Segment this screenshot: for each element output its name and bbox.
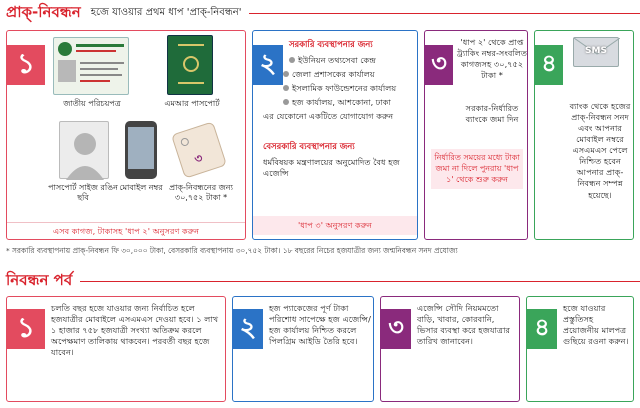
section2-title: নিবন্ধন পর্ব [6, 270, 73, 289]
step3-text: 'ধাপ ২' থেকে প্রাপ্ত ট্র্যাকিং নম্বর-সংবলিত কাগজসহ ৩০,৭৫২ টাকা * [457, 37, 528, 81]
reg-step2-text: হজ প্যাকেজের পূর্ণ টাকা পরিশোধ সাপেক্ষে হজ এজেন্সি/ হজ কার্যালয় নিশ্চিত করলে পিলগ্রিম আইডি তৈরি হবে। [269, 303, 371, 347]
sms-envelope-icon: SMS [573, 37, 619, 67]
govt-tail: এর যেকোনো একটিতে যোগাযোগ করুন [263, 111, 394, 121]
govt-heading: সরকারি ব্যবস্থাপনার জন্য [289, 39, 373, 49]
section2-divider [80, 281, 640, 282]
reg-step1-badge: ১ [7, 309, 45, 349]
private-text: ধর্মবিষয়ক মন্ত্রণালয়ের অনুমোদিত বৈধ হজ এজেন্সি [263, 157, 400, 179]
reg-step4-badge: ৪ [527, 309, 557, 349]
step4-badge: ৪ [535, 45, 563, 85]
section1-subtitle: হজে যাওয়ার প্রথম ধাপ 'প্রাক্-নিবন্ধন' [90, 6, 242, 18]
reg-step1-text: চলতি বছর হজে যাওয়ার জন্য নির্বাচিত হলে হজযাত্রীর মোবাইলে এসএমএস দেওয়া হবে। ১ লাখ ১ হাজার ৭৫৮ হজযাত্রী সংখ্যা অতিক্রম করলে অপেক্ষমাণ তালিকায় থাকবেন। পরবর্তী বছর হজে যাবেন। [51, 303, 219, 358]
private-heading: বেসরকারি ব্যবস্থাপনার জন্য [263, 141, 355, 151]
nid-label: জাতীয় পরিচয়পত্র [63, 99, 121, 108]
step3-text2: সরকার-নির্ধারিত ব্যাংকে জমা দিন [465, 103, 519, 125]
step1-footer: এসব কাগজ, টাকাসহ 'ধাপ ২' অনুসরণ করুন [7, 222, 245, 237]
payment-label: প্রাক্-নিবন্ধনের জন্য ৩০,৭৫২ টাকা * [169, 183, 233, 203]
step4-text: ব্যাংক থেকে হজের প্রাক্-নিবন্ধন সনদ এবং আপনার মোবাইল নম্বরে এসএমএস পেলে নিশ্চিত হবেন আপনার প্রাক্-নিবন্ধন সম্পন্ন হয়েছে। [569, 101, 631, 200]
section1-header [0, 2, 640, 24]
step2-badge: ২ [253, 45, 283, 85]
reg-step3-badge: ৩ [381, 309, 411, 349]
reg-step3-card [380, 296, 520, 402]
govt-item: হজ কার্যালয়, আশকোনা, ঢাকা [283, 97, 417, 108]
section2-header [0, 270, 640, 292]
reg-step4-card [526, 296, 634, 402]
step3-badge: ৩ [425, 45, 453, 85]
reg-step1-card [6, 296, 226, 402]
photo-image [59, 121, 109, 179]
mobile-image [125, 121, 157, 179]
step4-card [534, 30, 634, 240]
section1-footnote: * সরকারি ব্যবস্থাপনায় প্রাক্-নিবন্ধন ফি ৩০,০০০ টাকা, বেসরকারি ব্যবস্থাপনায় ৩০,৭৫২ টাকা। ১৮ বছরের নিচের হজযাত্রীর জন্য জন্মনিবন্ধন সনদ প্রযোজ্য [6, 246, 458, 255]
passport-image [167, 35, 213, 95]
step3-note: নির্ধারিত সময়ের মধ্যে টাকা জমা না দিলে পুনরায় 'ধাপ ১' থেকে শুরু করুন [431, 149, 523, 189]
mobile-label: মোবাইল নম্বর [119, 183, 163, 192]
section1-title: প্রাক্-নিবন্ধন [6, 2, 81, 21]
reg-step2-card [232, 296, 374, 402]
step2-card [252, 30, 418, 240]
step3-card [424, 30, 528, 240]
govt-item: ইউনিয়ন তথ্যসেবা কেন্দ্র [289, 55, 417, 66]
step1-badge: ১ [7, 45, 45, 85]
payment-tag-image: ৩ [171, 121, 227, 178]
reg-step4-text: হজে যাওয়ার প্রস্তুতিসহ প্রয়োজনীয় মালপত্র গুছিয়ে রওনা করুন। [563, 303, 629, 347]
reg-step2-badge: ২ [233, 309, 263, 349]
step1-card [6, 30, 246, 240]
passport-label: এমআর পাসপোর্ট [164, 99, 220, 108]
govt-item: জেলা প্রশাসকের কার্যালয় [283, 69, 417, 80]
reg-step3-text: এজেন্সি সৌদি নিয়মমতো বাড়ি, খাবার, কোরবানি, ভিসার ব্যবস্থা করে হজযাত্রার তারিখ জানাবেন। [417, 303, 510, 347]
step2-footer: 'ধাপ ৩' অনুসরণ করুন [253, 216, 417, 235]
nid-card-image [53, 37, 129, 95]
section1-divider [249, 13, 640, 14]
govt-item: ইসলামিক ফাউন্ডেশনের কার্যালয় [283, 83, 417, 94]
photo-label: পাসপোর্ট সাইজ রঙিন ছবি [48, 183, 118, 203]
